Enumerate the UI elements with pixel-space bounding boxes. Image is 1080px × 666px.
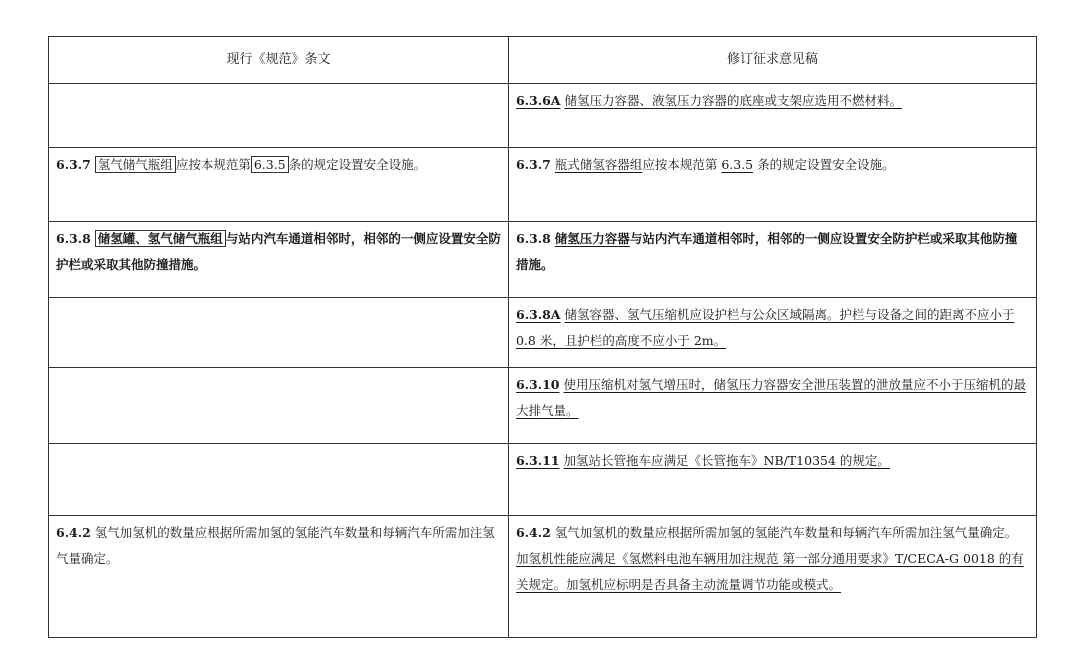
clause-number: 6.3.6A xyxy=(516,93,561,108)
revised-cell xyxy=(509,368,1037,444)
revised-cell xyxy=(509,298,1037,368)
table-row xyxy=(49,148,1037,222)
clause-number: 6.3.10 xyxy=(516,377,560,392)
revised-cell xyxy=(509,84,1037,148)
table-row xyxy=(49,516,1037,638)
revised-cell xyxy=(509,222,1037,298)
table-header-row xyxy=(49,37,1037,84)
clause-text: 条的规定设置安全设施。 xyxy=(288,157,427,172)
clause-text: 与站内汽车通道相邻时，相邻的一侧应设置安全防护栏或采取其他防撞措施。 xyxy=(516,231,1018,272)
clause-text: 使用压缩机对氢气增压时，储氢压力容器安全泄压装置的泄放量应不小于压缩机的最大排气量。 xyxy=(516,377,1027,418)
underlined-addition: 加氢机性能应满足《氢燃料电池车辆用加注规范 第一部分通用要求》T/CECA-G 0018 的有关规定。加氢机应标明是否具备主动流量调节功能或模式。 xyxy=(516,551,1024,592)
table-row xyxy=(49,444,1037,516)
table-row xyxy=(49,222,1037,298)
underlined-term: 6.3.5 xyxy=(721,157,754,172)
revised-cell xyxy=(509,444,1037,516)
clause-number: 6.3.8 xyxy=(516,231,551,246)
clause-text: 加氢站长管拖车应满足《长管拖车》NB/T10354 的规定。 xyxy=(563,453,890,468)
clause-text: 储氢容器、氢气压缩机应设护栏与公众区域隔离。护栏与设备之间的距离不应小于 0.8 米，且护栏的高度不应小于 2m。 xyxy=(516,307,1015,348)
clause-number: 6.4.2 xyxy=(516,525,551,540)
current-cell-empty xyxy=(49,444,509,516)
clause-text: 应按本规范第 xyxy=(642,157,718,172)
clause-text: 条的规定设置安全设施。 xyxy=(757,157,895,172)
clause-number: 6.4.2 xyxy=(56,525,91,540)
table-row xyxy=(49,368,1037,444)
clause-text: 氢气加氢机的数量应根据所需加氢的氢能汽车数量和每辆汽车所需加注氢气量确定。 xyxy=(56,525,495,566)
clause-number: 6.3.11 xyxy=(516,453,560,468)
current-cell-empty xyxy=(49,84,509,148)
table-row xyxy=(49,84,1037,148)
current-cell xyxy=(49,222,509,298)
clause-text: 与站内汽车通道相邻时，相邻的一侧应设置安全防护栏或采取其他防撞措施。 xyxy=(56,231,501,272)
current-cell xyxy=(49,148,509,222)
current-cell-empty xyxy=(49,298,509,368)
boxed-term: 氢气储气瓶组 xyxy=(95,156,176,173)
underlined-term: 瓶式储氢容器组 xyxy=(554,157,643,172)
header-revised: 修订征求意见稿 xyxy=(509,37,1037,84)
revised-cell xyxy=(509,148,1037,222)
clause-number: 6.3.8A xyxy=(516,307,561,322)
boxed-term: 6.3.5 xyxy=(251,156,289,173)
current-cell-empty xyxy=(49,368,509,444)
revised-cell xyxy=(509,516,1037,638)
comparison-table xyxy=(48,36,1037,638)
header-current: 现行《规范》条文 xyxy=(49,37,509,84)
underlined-term: 储氢压力容器 xyxy=(554,231,630,246)
current-cell xyxy=(49,516,509,638)
clause-text: 氢气加氢机的数量应根据所需加氢的氢能汽车数量和每辆汽车所需加注氢气量确定。 xyxy=(554,525,1018,540)
clause-number: 6.3.7 xyxy=(56,157,91,172)
clause-text: 应按本规范第 xyxy=(175,157,251,172)
table-row xyxy=(49,298,1037,368)
clause-number: 6.3.8 xyxy=(56,231,91,246)
clause-number: 6.3.7 xyxy=(516,157,551,172)
clause-text: 储氢压力容器、液氢压力容器的底座或支架应选用不燃材料。 xyxy=(564,93,903,108)
boxed-term: 储氢罐、氢气储气瓶组 xyxy=(95,230,226,247)
